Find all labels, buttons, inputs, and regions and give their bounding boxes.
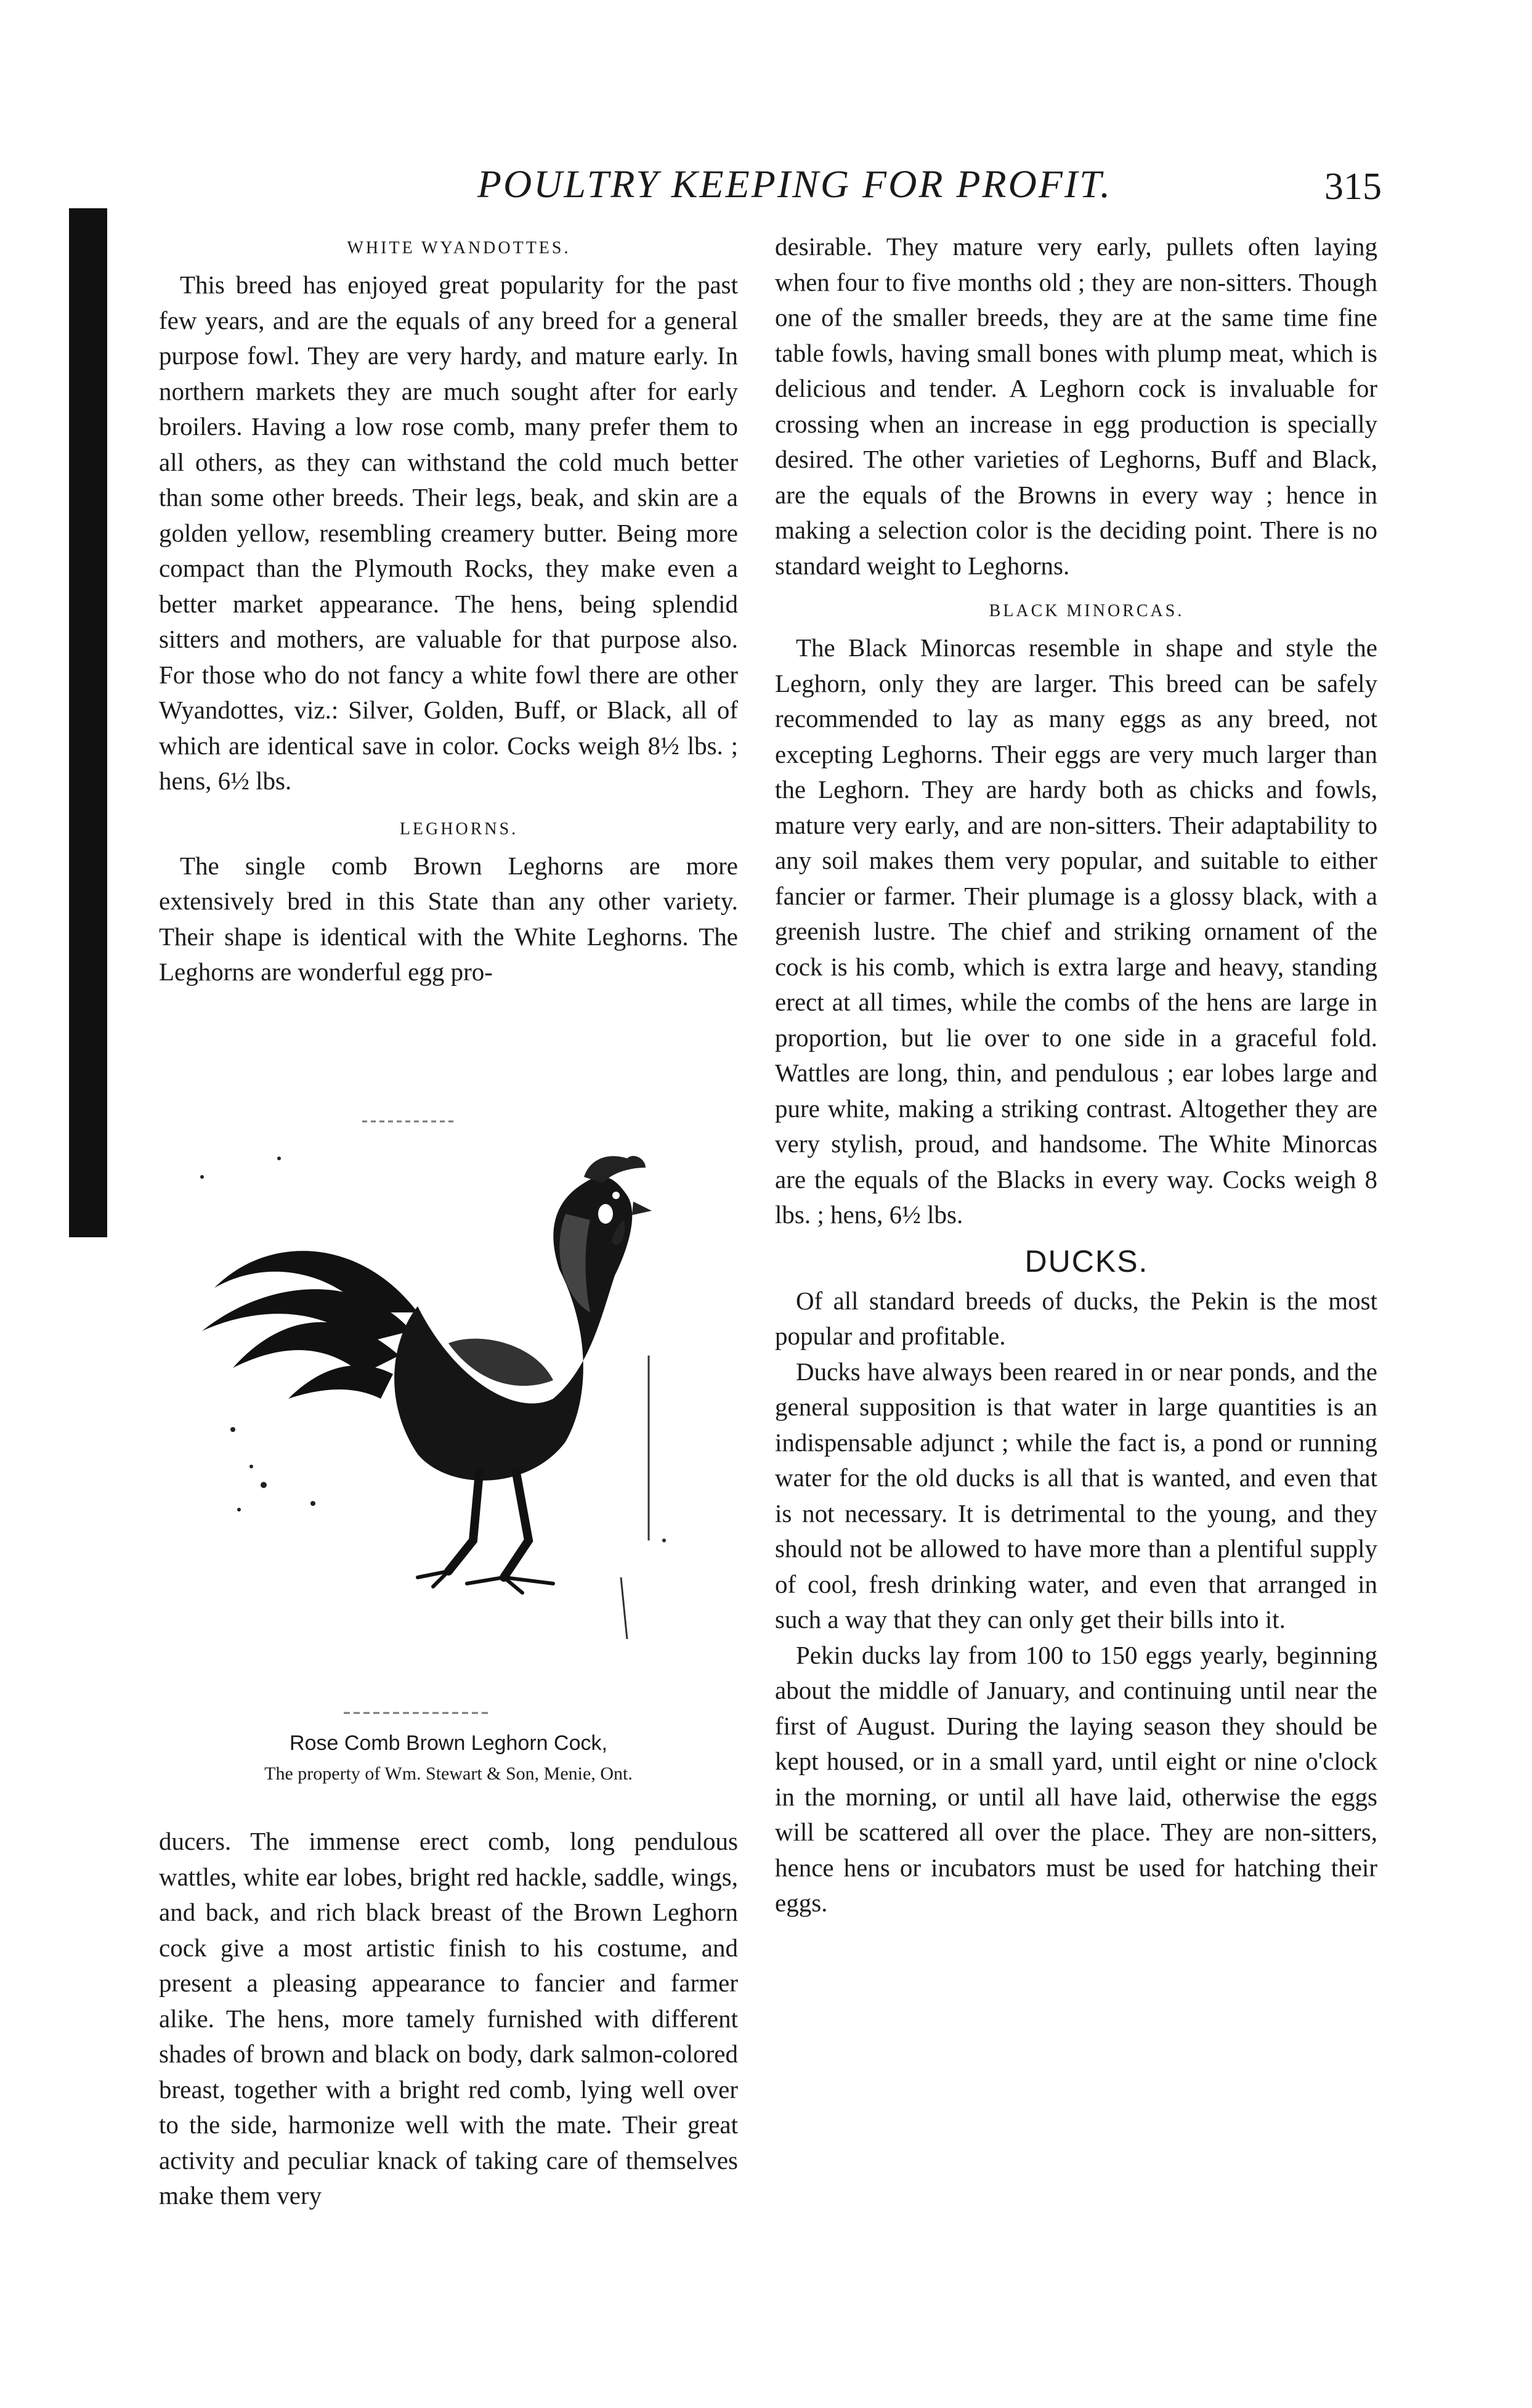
- figure-caption-credit: The property of Wm. Stewart & Son, Menie, Ont.: [264, 1763, 633, 1784]
- section-heading-white-wyandottes: WHITE WYANDOTTES.: [347, 238, 571, 258]
- page-number: 315: [1324, 166, 1382, 208]
- right-column: [775, 229, 1377, 1921]
- left-column-top: [159, 229, 738, 990]
- section-heading-leghorns: LEGHORNS.: [399, 819, 519, 839]
- paragraph-ducks-1: Of all standard breeds of ducks, the Pekin is the most popular and profitable.: [775, 1286, 1377, 1350]
- section-heading-black-minorcas: BLACK MINORCAS.: [989, 601, 1185, 620]
- rooster-illustration: [159, 1109, 738, 1824]
- paragraph-white-wyandottes: This breed has enjoyed great popularity for the past few years, and are the equals of any breed for a general purpose fowl. They are very hardy, and mature early. In northern markets they are much sought after for early broilers. Having a low rose comb, many prefer them to all others, as they can withstand the cold much better than some other breeds. Their legs, beak, and skin are a golden yellow, resembling creamery butter. Being more compact than the Plymouth Rocks, they make even a better market appearance. The hens, being splendid sitters and mothers, are valuable for that purpose also. For those who do not fancy a white fowl there are other Wyandottes, viz.: Silver, Golden, Buff, or Black, all of which are identical save in color. Cocks weigh 8½ lbs. ; hens, 6½ lbs.: [159, 270, 738, 795]
- paragraph-black-minorcas: The Black Minorcas resemble in shape and style the Leghorn, only they are larger. This breed can be safely recommended to lay as many eggs as any breed, not excepting Leghorns. Their eggs are very much larger than the Leghorn. They are hardy both as chicks and fowls, mature very early, and are non-sitters. Their adaptability to any soil makes them very popular, and suitable to either fancier or farmer. Their plumage is a glossy black, with a greenish lustre. The chief and striking ornament of the cock is his comb, which is extra large and heavy, standing erect at all times, while the combs of the hens are large in proportion, but lie over to one side in a graceful fold. Wattles are long, thin, and pendulous ; ear lobes large and pure white, making a striking contrast. Altogether they are very stylish, proud, and handsome. The White Minorcas are the equals of the Blacks in every way. Cocks weigh 8 lbs. ; hens, 6½ lbs.: [775, 633, 1377, 1229]
- left-column-bottom: [159, 1824, 738, 2214]
- page-edge-shadow: [69, 208, 107, 1237]
- section-heading-ducks: DUCKS.: [1024, 1243, 1149, 1279]
- rooster-engraving: [159, 1109, 738, 1725]
- figure-caption-title: Rose Comb Brown Leghorn Cock,: [290, 1731, 607, 1755]
- paragraph-ducks-3: Pekin ducks lay from 100 to 150 eggs yearly, beginning about the middle of January, and continuing until near the first of August. During the laying season they should be kept housed, or in a small yard, until eight or nine o'clock in the morning, or until all have laid, otherwise the eggs will be scattered all over the place. They are non-sitters, hence hens or incubators must be used for hatching their eggs.: [775, 1640, 1377, 1917]
- paragraph-ducks-2: Ducks have always been reared in or near ponds, and the general supposition is that water in large quantities is an indispensable adjunct ; while the fact is, a pond or running water for the old ducks is all that is wanted, and even that is not necessary. It is detrimental to the young, and they should not be allowed to have more than a plentiful supply of cool, fresh drinking water, and even that arranged in such a way that they can only get their bills into it.: [775, 1357, 1377, 1633]
- paragraph-leghorns-end: desirable. They mature very early, pullets often laying when four to five months old ; they are non-sitters. Though one of the smaller breeds, they are at the same time fine table fowls, having small bones with plump meat, which is delicious and tender. A Leghorn cock is invaluable for crossing when an increase in egg production is specially desired. The other varieties of Leghorns, Buff and Black, are the equals of the Browns in every way ; hence in making a selection color is the deciding point. There is no standard weight to Leghorns.: [775, 232, 1377, 580]
- running-title: POULTRY KEEPING FOR PROFIT.: [477, 162, 1113, 206]
- paragraph-leghorns: The single comb Brown Leghorns are more extensively bred in this State than any other variety. Their shape is identical with the White Leghorns. The Leghorns are wonderful egg pro-: [159, 851, 738, 986]
- paragraph-leghorns-continued: ducers. The immense erect comb, long pendulous wattles, white ear lobes, bright red hackle, saddle, wings, and back, and rich black breast of the Brown Leghorn cock give a most artistic finish to his costume, and present a pleasing appearance to fancier and farmer alike. The hens, more tamely furnished with different shades of brown and black on body, dark salmon-colored breast, together with a bright red comb, lying well over to the side, harmonize well with the mate. Their great activity and peculiar knack of taking care of themselves make them very: [159, 1827, 738, 2210]
